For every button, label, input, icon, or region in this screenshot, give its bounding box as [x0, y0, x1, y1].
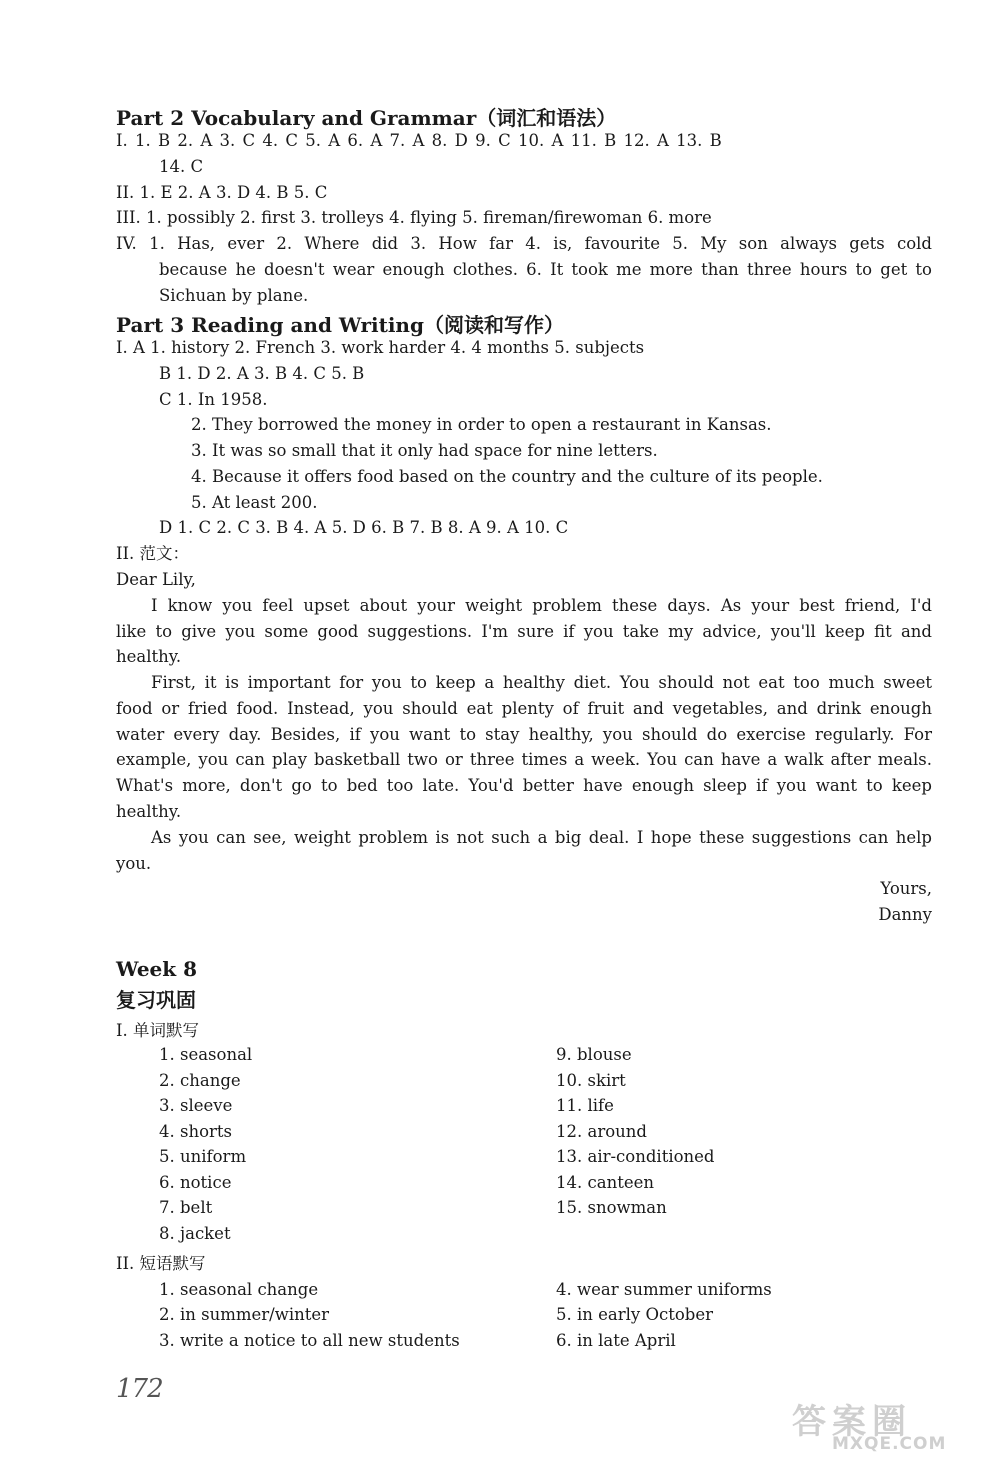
word-item: 10. skirt	[556, 1071, 626, 1090]
phrase-item: 4. wear summer uniforms	[556, 1280, 772, 1299]
part2-line-5: IV. 1. Has, ever 2. Where did 3. How far 4. is, favourite 5. My son always gets cold	[116, 234, 932, 253]
page-number: 172	[116, 1374, 163, 1404]
part3-heading: Part 3 Reading and Writing（阅读和写作）	[116, 313, 564, 337]
word-item: 4. shorts	[159, 1122, 233, 1141]
essay-line-4: First, it is important for you to keep a healthy diet. You should not eat too much sweet	[151, 673, 932, 692]
part2-heading: Part 2 Vocabulary and Grammar（词汇和语法）	[116, 106, 617, 130]
part2-line-1: I. 1. B 2. A 3. C 4. C 5. A 6. A 7. A 8. D 9. C 10. A 11. B 12. A 13. B	[116, 131, 722, 150]
letter-signature: Danny	[878, 905, 932, 924]
essay-line-7: example, you can play basketball two or three times a week. You can have a walk after meals.	[116, 750, 932, 769]
essay-line-5: food or fried food. Instead, you should eat plenty of fruit and vegetables, and drink enough	[116, 699, 932, 718]
phrase-item: 5. in early October	[556, 1305, 714, 1324]
essay-line-3: healthy.	[116, 647, 182, 666]
word-item: 6. notice	[159, 1173, 232, 1192]
section1-label: I. 单词默写	[116, 1021, 200, 1040]
word-item: 9. blouse	[556, 1045, 632, 1064]
part3-line-9: II. 范文：	[116, 544, 190, 563]
essay-line-11: you.	[116, 854, 152, 873]
part3-line-3: C 1. In 1958.	[159, 390, 268, 409]
part2-line-4: III. 1. possibly 2. first 3. trolleys 4. flying 5. fireman/firewoman 6. more	[116, 208, 712, 227]
phrase-item: 1. seasonal change	[159, 1280, 319, 1299]
word-item: 7. belt	[159, 1198, 213, 1217]
part3-line-1: I. A 1. history 2. French 3. work harder 4. 4 months 5. subjects	[116, 338, 645, 357]
word-item: 13. air-conditioned	[556, 1147, 715, 1166]
word-item: 1. seasonal	[159, 1045, 253, 1064]
essay-line-8: What's more, don't go to bed too late. You'd better have enough sleep if you want to keep	[116, 776, 932, 795]
phrase-item: 6. in late April	[556, 1331, 676, 1350]
part2-line-2: 14. C	[159, 157, 204, 176]
essay-line-10: As you can see, weight problem is not such a big deal. I hope these suggestions can help	[151, 828, 932, 847]
part3-line-7: 5. At least 200.	[191, 493, 318, 512]
part2-line-3: II. 1. E 2. A 3. D 4. B 5. C	[116, 183, 328, 202]
week8-heading: Week 8	[116, 957, 198, 981]
word-item: 3. sleeve	[159, 1096, 233, 1115]
watermark-logo	[792, 1394, 988, 1454]
week8-subheading: 复习巩固	[116, 988, 196, 1012]
part3-line-4: 2. They borrowed the money in order to open a restaurant in Kansas.	[191, 415, 772, 434]
part3-line-8: D 1. C 2. C 3. B 4. A 5. D 6. B 7. B 8. A 9. A 10. C	[159, 518, 569, 537]
word-item: 2. change	[159, 1071, 241, 1090]
phrase-item: 3. write a notice to all new students	[159, 1331, 460, 1350]
essay-line-6: water every day. Besides, if you want to stay healthy, you should do exercise regularly. For	[116, 725, 932, 744]
watermark-url: MXQE.COM	[832, 1434, 947, 1454]
part3-line-2: B 1. D 2. A 3. B 4. C 5. B	[159, 364, 365, 383]
essay-line-2: like to give you some good suggestions. I'm sure if you take my advice, you'll keep fit and	[116, 622, 932, 641]
word-item: 15. snowman	[556, 1198, 667, 1217]
essay-line-1: I know you feel upset about your weight problem these days. As your best friend, I'd	[151, 596, 932, 615]
part2-line-6: because he doesn't wear enough clothes. 6. It took me more than three hours to get to	[159, 260, 932, 279]
section2-label: II. 短语默写	[116, 1254, 206, 1273]
letter-closing: Yours,	[880, 879, 932, 898]
part3-salutation: Dear Lily,	[116, 570, 196, 589]
phrase-item: 2. in summer/winter	[159, 1305, 330, 1324]
word-item: 8. jacket	[159, 1224, 231, 1243]
essay-line-9: healthy.	[116, 802, 182, 821]
word-item: 14. canteen	[556, 1173, 654, 1192]
part3-line-5: 3. It was so small that it only had space for nine letters.	[191, 441, 658, 460]
watermark-text: 答案圈	[792, 1402, 912, 1442]
word-item: 12. around	[556, 1122, 647, 1141]
word-item: 11. life	[556, 1096, 614, 1115]
part3-line-6: 4. Because it offers food based on the country and the culture of its people.	[191, 467, 823, 486]
part2-line-7: Sichuan by plane.	[159, 286, 309, 305]
word-item: 5. uniform	[159, 1147, 247, 1166]
